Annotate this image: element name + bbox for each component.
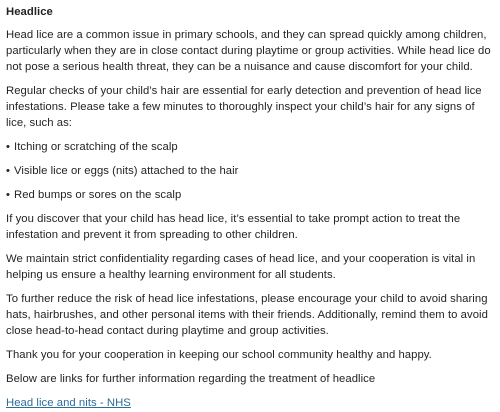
list-item [6, 163, 492, 179]
bullet-marker: • [6, 189, 11, 201]
signs-list [6, 139, 492, 203]
intro-paragraph: Head lice are a common issue in primary schools, and they can spread quickly among children, particularly when they are in close contact during playtime or group activities. While head lice do not pose a serious health threat, they can be a nuisance and cause discomfort for your child. [6, 29, 491, 73]
list-item-text: Itching or scratching of the scalp [14, 141, 178, 153]
bullet-marker: • [6, 165, 11, 177]
bullet-marker: • [6, 141, 11, 153]
document-title: Headlice [6, 6, 53, 18]
nhs-head-lice-link[interactable]: Head lice and nits - NHS [6, 397, 131, 409]
list-item-text: Red bumps or sores on the scalp [14, 189, 182, 201]
action-paragraph: If you discover that your child has head lice, it’s essential to take prompt action to treat the infestation and prevent it from spreading to other children. [6, 213, 461, 241]
list-item [6, 139, 492, 155]
checks-paragraph: Regular checks of your child’s hair are essential for early detection and prevention of head lice infestations. Please take a few minutes to thoroughly inspect your child’s hair for any signs of lice, such as: [6, 85, 482, 129]
thanks-paragraph: Thank you for your cooperation in keeping our school community healthy and happy. [6, 349, 432, 361]
links-intro-paragraph: Below are links for further information regarding the treatment of headlice [6, 373, 376, 385]
list-item [6, 187, 492, 203]
list-item-text: Visible lice or eggs (nits) attached to the hair [14, 165, 239, 177]
confidentiality-paragraph: We maintain strict confidentiality regarding cases of head lice, and your cooperation is vital in helping us ensure a healthy learning environment for all students. [6, 253, 476, 281]
prevention-paragraph: To further reduce the risk of head lice infestations, please encourage your child to avoid sharing hats, hairbrushes, and other personal items with their friends. Additionally, remind them to avoid close head-to-head contact during playtime and group activities. [6, 293, 488, 337]
